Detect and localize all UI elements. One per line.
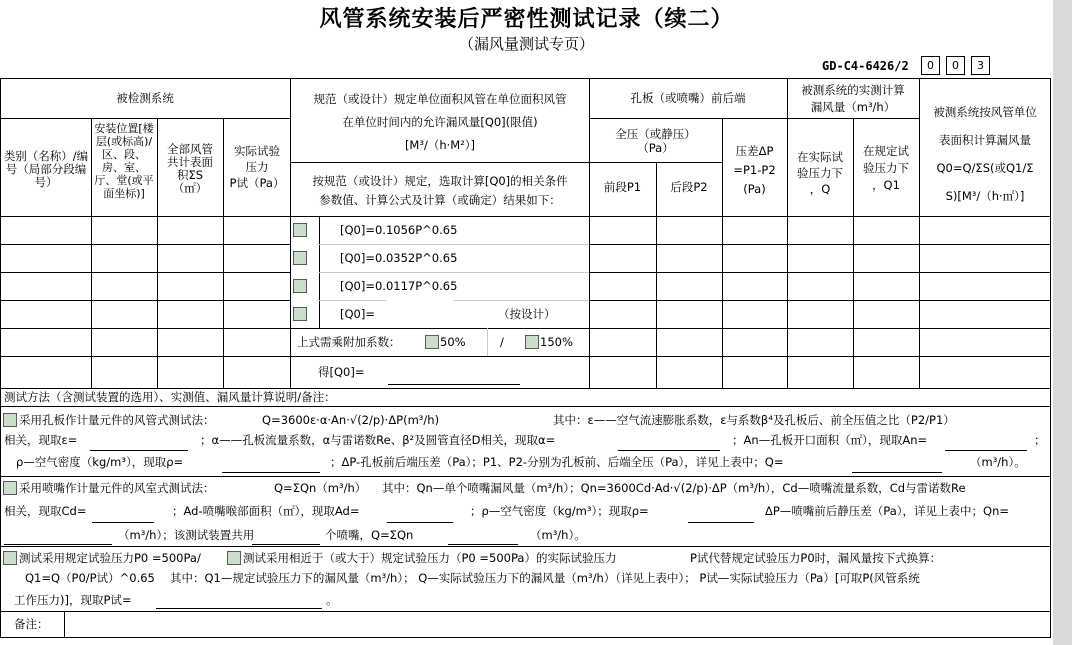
header-diff: 压差ΔP =P1-P2 (Pa) — [733, 144, 776, 196]
orifice-epsilon-label: 相关，现取ε= — [4, 433, 78, 447]
grid-line — [0, 406, 1051, 407]
an-input[interactable] — [945, 430, 1027, 450]
grid-line — [589, 118, 919, 119]
pressure-actual-label: 测试采用相近于（或大于）规定试验压力（P0 =500Pa）的实际试验压力 — [243, 551, 617, 565]
grid-line — [589, 328, 1051, 329]
grid-line — [589, 244, 1051, 245]
orifice-method-label: 采用孔板作计量元件的风管式测试法： — [19, 413, 215, 427]
header-category: 类别（名称）/编号（局部分段编号） — [3, 149, 89, 189]
header-area: 全部风管 共计表面 积ΣS （㎡） — [167, 142, 213, 195]
q-option-label: [Q0]=0.0117P^0.65 — [340, 279, 458, 293]
q-option-label: [Q0]=0.0352P^0.65 — [340, 251, 458, 265]
grid-line — [656, 162, 657, 388]
header-back: 后段P2 — [670, 180, 708, 194]
orifice-formula: Q=3600ε·α·An·√(2/p)·ΔP(m³/h) — [262, 413, 440, 427]
pressure-formula: Q1=Q（P0/P试）^0.65 — [25, 571, 155, 585]
underline — [387, 522, 453, 523]
table-border-bottom — [0, 637, 1051, 638]
underline — [852, 472, 942, 473]
factor-50-checkbox[interactable] — [425, 335, 439, 349]
header-pressure: 实际试验 压力 P试（Pa） — [229, 144, 285, 190]
pressure-current-input[interactable] — [156, 588, 322, 608]
header-orifice: 孔板（或喷嘴）前后端 — [630, 91, 746, 105]
nozzle-sum-label: 个喷嘴，Q=ΣQn — [325, 528, 414, 542]
grid-line — [0, 244, 290, 245]
by-design-label: （按设计） — [498, 307, 556, 321]
factor-label: 上式需乘附加系数： — [297, 335, 401, 349]
header-location: 安装位置[楼层(或标高)/区、段、房、室、厅、堂(或平面坐标)] — [94, 122, 154, 200]
grid-line — [787, 78, 788, 388]
underline — [156, 608, 322, 609]
method-header: 测试方法（含测试装置的选用）、实测值、漏风量计算说明/备注： — [4, 390, 336, 404]
nozzle-q-input[interactable] — [448, 524, 518, 544]
nozzle-formula: Q=ΣQn（m³/h） — [274, 481, 367, 495]
grid-line — [487, 328, 488, 356]
underline — [92, 522, 154, 523]
rho-input[interactable] — [222, 452, 320, 472]
ad-input[interactable] — [387, 500, 453, 522]
header-spec: 规范（或设计）规定单位面积风管在单位面积风管 在单位时间内的允许漏风量[Q0](限值) [M³/（h·M²）] — [313, 92, 567, 152]
factor-50-label: 50% — [440, 335, 466, 349]
nozzle-rho-label: ；ρ—空气密度（kg/m³）；现取ρ= — [470, 504, 649, 518]
nozzle-cd-label: 相关，现取Cd= — [4, 504, 87, 518]
grid-line — [64, 611, 65, 638]
underline — [618, 450, 720, 451]
grid-line — [319, 272, 589, 273]
underline — [4, 544, 112, 545]
result-label: 得[Q0]= — [318, 365, 365, 379]
grid-line — [290, 356, 589, 357]
underline — [222, 472, 320, 473]
grid-line — [589, 162, 722, 163]
underline — [252, 544, 320, 545]
grid-line — [0, 611, 1051, 612]
pressure-actual-checkbox[interactable] — [227, 551, 241, 565]
orifice-note: 其中：ε——空气流速膨胀系数，ε与系数β⁴及孔板后、前全压值之比（P2/P1） — [553, 413, 955, 427]
table-border-right — [1050, 78, 1051, 638]
grid-line — [589, 356, 1051, 357]
grid-line — [0, 546, 1051, 547]
nozzle-ad-label: ；Ad-喷嘴喉部面积（㎡），现取Ad= — [172, 504, 360, 518]
table-border-top — [0, 78, 1051, 79]
underline — [90, 450, 188, 451]
factor-separator: / — [500, 335, 504, 349]
orifice-q-label: ；ΔP-孔板前后端压差（Pa）；P1、P2-分别为孔板前、后端全压（Pa），详见上表中；Q= — [330, 455, 784, 469]
page-number-box[interactable]: 3 — [971, 56, 990, 75]
qn-input[interactable] — [4, 524, 112, 544]
orifice-an-label: ；An—孔板开口面积（㎡），现取An= — [732, 433, 928, 447]
page-number-box[interactable]: 0 — [921, 56, 940, 75]
header-system: 被检测系统 — [116, 91, 174, 105]
orifice-q-input[interactable] — [852, 452, 942, 472]
q-custom-input[interactable] — [386, 300, 454, 328]
factor-150-checkbox[interactable] — [525, 335, 539, 349]
page-number-box[interactable]: 0 — [946, 56, 965, 75]
pressure-actual-label-2: P试代替规定试验压力P0时，漏风量按下式换算： — [690, 551, 942, 565]
nozzle-note: 其中：Qn—单个喷嘴漏风量（m³/h）；Qn=3600Cd·Ad·√(2/p)·ΔP（m³/h），Cd—喷嘴流量系数，Cd与雷诺数Re — [382, 481, 966, 495]
q-option-checkbox[interactable] — [293, 223, 307, 237]
pressure-current-label: 工作压力)]，现取P试= — [14, 593, 132, 607]
grid-line — [0, 356, 290, 357]
grid-line — [91, 118, 92, 388]
pressure-end: 。 — [326, 593, 338, 607]
grid-line — [589, 300, 1051, 301]
result-input[interactable] — [388, 358, 520, 384]
header-actual: 在实际试 验压力下 ，Q — [797, 150, 843, 196]
orifice-alpha-label: ；α——孔板流量系数，α与雷诺数Re、β²及圆管直径D相关，现取α= — [200, 433, 556, 447]
underline — [388, 384, 520, 385]
nozzle-count-label: （m³/h）；该测试装置共用 — [118, 528, 255, 542]
underline — [688, 522, 754, 523]
grid-line — [319, 300, 589, 301]
form-code: GD-C4-6426/2 — [822, 59, 909, 73]
remarks-label: 备注： — [14, 617, 49, 631]
remarks-input[interactable] — [66, 613, 1046, 635]
underline — [448, 544, 518, 545]
grid-line — [589, 78, 590, 388]
orifice-method-checkbox[interactable] — [3, 413, 17, 427]
alpha-input[interactable] — [618, 430, 720, 450]
grid-line — [290, 162, 589, 163]
q-option-checkbox[interactable] — [293, 279, 307, 293]
pressure-standard-checkbox[interactable] — [3, 551, 17, 565]
nozzle-q-unit: （m³/h）。 — [530, 528, 586, 542]
header-front: 前段P1 — [603, 180, 642, 194]
header-measured: 被测系统的实测计算 漏风量（m³/h） — [801, 83, 905, 114]
factor-150-label: 150% — [540, 335, 573, 349]
nozzle-dp-label: ΔP—喷嘴前后静压差（Pa），详见上表中；Qn= — [765, 504, 1009, 518]
orifice-rho-label: ρ—空气密度（kg/m³），现取ρ= — [16, 455, 184, 469]
epsilon-input[interactable] — [90, 430, 188, 450]
pressure-standard-label: 测试采用规定试验压力P0 =500Pa/ — [19, 551, 201, 565]
grid-line — [0, 272, 290, 273]
header-full-pressure: 全压（或静压） （Pa） — [615, 127, 696, 155]
q-option-label: [Q0]=0.1056P^0.65 — [340, 223, 458, 237]
q-custom-checkbox[interactable] — [293, 307, 307, 321]
header-unit-area: 被测系统按风管单位 表面积计算漏风量 Q0=Q/ΣS(或Q1/Σ S)[M³/（h·㎡）] — [933, 105, 1037, 203]
cd-input[interactable] — [92, 500, 154, 522]
form-subtitle: （漏风量测试专页） — [458, 35, 594, 53]
grid-line — [0, 328, 290, 329]
orifice-end: ； — [1034, 433, 1046, 447]
grid-line — [0, 118, 290, 119]
grid-line — [0, 476, 1051, 477]
table-border-left — [0, 78, 1, 638]
form-title: 风管系统安装后严密性测试记录（续二） — [319, 7, 734, 32]
nozzle-count-input[interactable] — [252, 524, 320, 544]
nozzle-method-label: 采用喷嘴作计量元件的风室式测试法： — [19, 481, 215, 495]
underline — [945, 450, 1027, 451]
orifice-q-unit: （m³/h）。 — [970, 455, 1026, 469]
grid-line — [319, 244, 589, 245]
nozzle-rho-input[interactable] — [688, 500, 754, 522]
q-option-checkbox[interactable] — [293, 251, 307, 265]
grid-line — [589, 272, 1051, 273]
grid-line — [290, 328, 589, 329]
header-rated: 在规定试 验压力下 ，Q1 — [863, 144, 909, 192]
nozzle-method-checkbox[interactable] — [3, 481, 17, 495]
grid-line — [0, 216, 1051, 217]
pressure-note: 其中：Q1—规定试验压力下的漏风量（m³/h）； Q—实际试验压力下的漏风量（m³/h）（详见上表中）； P试—实际试验压力（Pa）[可取P(风管系统 — [170, 571, 920, 585]
header-spec-sub: 按规范（或设计）规定，选取计算[Q0]的相关条件 参数值、计算公式及计算（或确定）结果如下： — [312, 174, 568, 207]
grid-line — [0, 300, 290, 301]
q-custom-label: [Q0]= — [340, 307, 375, 321]
